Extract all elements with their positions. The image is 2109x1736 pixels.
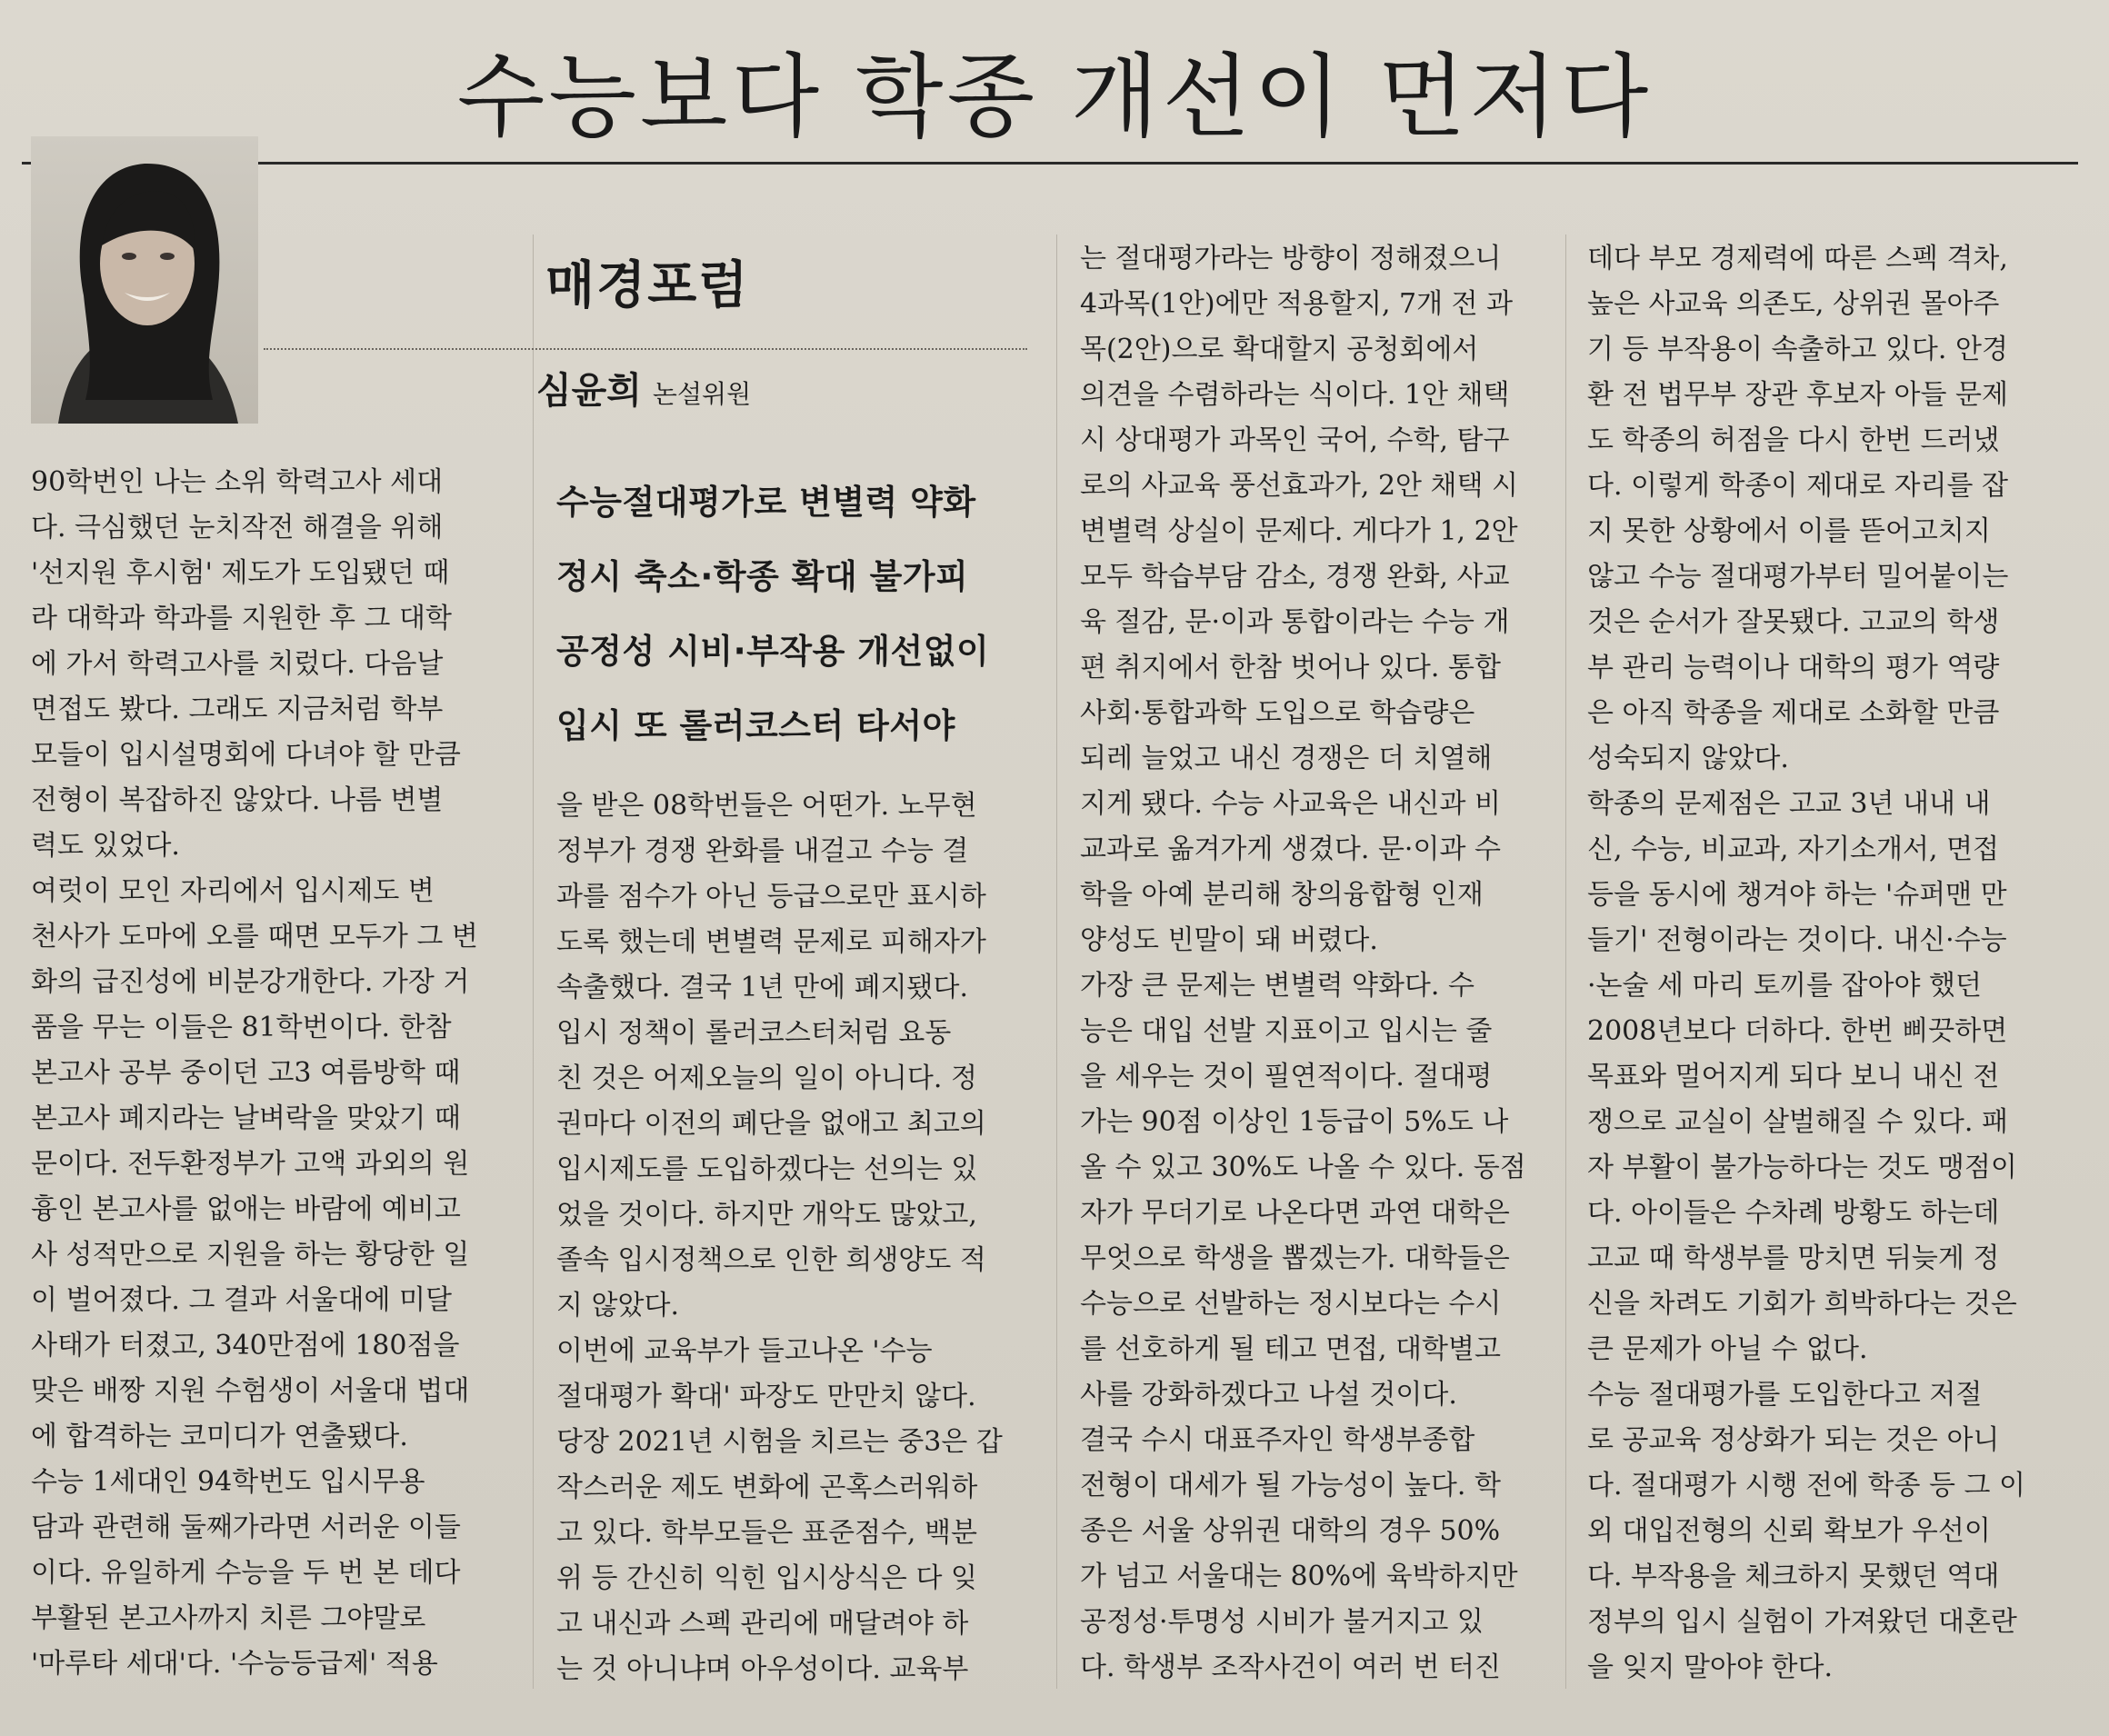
text-line: 을 세우는 것이 필연적이다. 절대평 bbox=[1080, 1061, 1493, 1092]
text-line: 을 잊지 말아야 한다. bbox=[1587, 1651, 1833, 1683]
text-line: 목표와 멀어지게 되다 보니 내신 전 bbox=[1587, 1061, 2000, 1092]
text-line: 전형이 대세가 될 가능성이 높다. 학 bbox=[1080, 1470, 1501, 1502]
text-line: 종은 서울 상위권 대학의 경우 50% bbox=[1080, 1515, 1501, 1547]
text-line: 는 것 아니냐며 아우성이다. 교육부 bbox=[556, 1653, 969, 1685]
text-line: 정부가 경쟁 완화를 내걸고 수능 결 bbox=[556, 835, 969, 867]
text-line: 다. 절대평가 시행 전에 학종 등 그 이 bbox=[1587, 1470, 2026, 1502]
text-line: 수능 절대평가를 도입한다고 저절 bbox=[1587, 1379, 1983, 1411]
text-line: 다. 아이들은 수차례 방황도 하는데 bbox=[1587, 1197, 2000, 1229]
text-line: 모들이 입시설명회에 다녀야 할 만큼 bbox=[31, 739, 461, 771]
text-line: 본고사 공부 중이던 고3 여름방학 때 bbox=[31, 1057, 461, 1089]
text-line: 시 상대평가 과목인 국어, 수학, 탐구 bbox=[1080, 424, 1510, 456]
text-line: 권마다 이전의 폐단을 없애고 최고의 bbox=[556, 1108, 986, 1140]
text-line: 모두 학습부담 감소, 경쟁 완화, 사교 bbox=[1080, 561, 1510, 593]
column-title: 매경포럼 bbox=[545, 256, 750, 315]
text-line: 고 있다. 학부모들은 표준점수, 백분 bbox=[556, 1517, 977, 1549]
text-line: 도록 했는데 변별력 문제로 피해자가 bbox=[556, 926, 986, 958]
text-line: 이번에 교육부가 들고나온 '수능 bbox=[556, 1335, 933, 1367]
text-line: 속출했다. 결국 1년 만에 폐지됐다. bbox=[556, 972, 969, 1003]
text-line: 위 등 간신히 익힌 입시상식은 다 잊 bbox=[556, 1562, 977, 1594]
text-line: 자 부활이 불가능하다는 것도 맹점이 bbox=[1587, 1152, 2017, 1183]
text-line: 자가 무더기로 나온다면 과연 대학은 bbox=[1080, 1197, 1510, 1229]
text-line: 4과목(1안)에만 적용할지, 7개 전 과 bbox=[1080, 288, 1514, 320]
text-line: 않고 수능 절대평가부터 밀어붙이는 bbox=[1587, 561, 2009, 593]
text-line: 가장 큰 문제는 변별력 약화다. 수 bbox=[1080, 970, 1474, 1002]
text-line: 본고사 폐지라는 날벼락을 맞았기 때 bbox=[31, 1102, 461, 1134]
text-line: 다. 극심했던 눈치작전 해결을 위해 bbox=[31, 512, 444, 544]
text-line: 높은 사교육 의존도, 상위권 몰아주 bbox=[1587, 288, 2000, 320]
author-photo bbox=[31, 136, 258, 424]
dotted-rule bbox=[264, 348, 1027, 350]
headline: 수능보다 학종 개선이 먼저다 bbox=[456, 44, 1653, 150]
text-line: 로 공교육 정상화가 되는 것은 아니 bbox=[1587, 1424, 2000, 1456]
text-line: 환 전 법무부 장관 후보자 아들 문제 bbox=[1587, 379, 2008, 411]
text-line: 교과로 옮겨가게 생겼다. 문·이과 수 bbox=[1080, 833, 1501, 865]
text-line: 공정성·투명성 시비가 불거지고 있 bbox=[1080, 1606, 1484, 1638]
text-line: 전형이 복잡하진 않았다. 나름 변별 bbox=[31, 784, 444, 816]
text-line: 졸속 입시정책으로 인한 희생양도 적 bbox=[556, 1244, 986, 1276]
text-line: 은 아직 학종을 제대로 소화할 만큼 bbox=[1587, 697, 2000, 729]
text-line: 과를 점수가 아닌 등급으로만 표시하 bbox=[556, 881, 986, 913]
text-line: ·논술 세 마리 토끼를 잡아야 했던 bbox=[1587, 970, 1982, 1002]
text-line: 사를 강화하겠다고 나설 것이다. bbox=[1080, 1379, 1457, 1411]
subhead-line: 입시 또 롤러코스터 타서야 bbox=[556, 706, 955, 745]
text-line: '선지원 후시험' 제도가 도입됐던 때 bbox=[31, 557, 450, 589]
text-line: 능은 대입 선발 지표이고 입시는 줄 bbox=[1080, 1015, 1493, 1047]
text-line: 당장 2021년 시험을 치르는 중3은 갑 bbox=[556, 1426, 1003, 1458]
text-line: 쟁으로 교실이 살벌해질 수 있다. 패 bbox=[1587, 1106, 2008, 1138]
subhead-line: 수능절대평가로 변별력 약화 bbox=[556, 483, 976, 522]
headline-rule bbox=[22, 162, 2078, 165]
text-line: 지게 됐다. 수능 사교육은 내신과 비 bbox=[1080, 788, 1501, 820]
text-line: 데다 부모 경제력에 따른 스펙 격차, bbox=[1587, 243, 2008, 274]
text-line: 등을 동시에 챙겨야 하는 '슈퍼맨 만 bbox=[1587, 879, 2007, 911]
text-column-4 bbox=[1587, 236, 2096, 1691]
text-line: 큰 문제가 아닐 수 없다. bbox=[1587, 1333, 1868, 1365]
text-line: 에 가서 학력고사를 치렀다. 다음날 bbox=[31, 648, 444, 680]
text-line: 무엇으로 학생을 뽑겠는가. 대학들은 bbox=[1080, 1242, 1510, 1274]
text-line: 여럿이 모인 자리에서 입시제도 변 bbox=[31, 875, 435, 907]
text-column-2 bbox=[556, 783, 1065, 1692]
text-line: 문이다. 전두환정부가 고액 과외의 원 bbox=[31, 1148, 470, 1180]
text-line: 력도 있었다. bbox=[31, 830, 180, 862]
byline bbox=[536, 362, 751, 414]
text-line: 었을 것이다. 하지만 개악도 많았고, bbox=[556, 1199, 977, 1231]
text-line: 고교 때 학생부를 망치면 뒤늦게 정 bbox=[1587, 1242, 2000, 1274]
subheads bbox=[556, 465, 1047, 763]
text-line: 성숙되지 않았다. bbox=[1587, 743, 1789, 774]
text-line: 지 않았다. bbox=[556, 1290, 679, 1322]
text-line: 다. 이렇게 학종이 제대로 자리를 잡 bbox=[1587, 470, 2008, 502]
text-line: 면접도 봤다. 그래도 지금처럼 학부 bbox=[31, 693, 444, 725]
text-line: 신, 수능, 비교과, 자기소개서, 면접 bbox=[1587, 833, 2000, 865]
text-line: 사 성적만으로 지원을 하는 황당한 일 bbox=[31, 1239, 470, 1271]
text-line: '마루타 세대'다. '수능등급제' 적용 bbox=[31, 1648, 438, 1680]
text-line: 들기' 전형이라는 것이다. 내신·수능 bbox=[1587, 924, 2007, 956]
text-line: 품을 무는 이들은 81학번이다. 한참 bbox=[31, 1012, 452, 1043]
text-line: 를 선호하게 될 테고 면접, 대학별고 bbox=[1080, 1333, 1501, 1365]
text-line: 사회·통합과학 도입으로 학습량은 bbox=[1080, 697, 1475, 729]
author-role: 논설위원 bbox=[652, 379, 752, 409]
text-column-3 bbox=[1080, 236, 1589, 1691]
text-line: 담과 관련해 둘째가라면 서러운 이들 bbox=[31, 1512, 461, 1543]
subhead-line: 공정성 시비·부작용 개선없이 bbox=[556, 632, 990, 671]
text-line: 90학번인 나는 소위 학력고사 세대 bbox=[31, 466, 444, 498]
text-line: 화의 급진성에 비분강개한다. 가장 거 bbox=[31, 966, 470, 998]
text-line: 외 대입전형의 신뢰 확보가 우선이 bbox=[1587, 1515, 1991, 1547]
text-line: 것은 순서가 잘못됐다. 고교의 학생 bbox=[1587, 606, 2000, 638]
text-line: 의견을 수렴하라는 식이다. 1안 채택 bbox=[1080, 379, 1510, 411]
text-line: 도 학종의 허점을 다시 한번 드러냈 bbox=[1587, 424, 2000, 456]
text-line: 가는 90점 이상인 1등급이 5%도 나 bbox=[1080, 1106, 1509, 1138]
text-column-1 bbox=[31, 460, 540, 1687]
text-line: 목(2안)으로 확대할지 공청회에서 bbox=[1080, 334, 1479, 365]
text-line: 다. 학생부 조작사건이 여러 번 터진 bbox=[1080, 1651, 1501, 1683]
text-line: 지 못한 상황에서 이를 뜯어고치지 bbox=[1587, 515, 1991, 547]
text-line: 사태가 터졌고, 340만점에 180점을 bbox=[31, 1330, 460, 1362]
text-line: 신을 차려도 기회가 희박하다는 것은 bbox=[1587, 1288, 2017, 1320]
text-line: 학을 아예 분리해 창의융합형 인재 bbox=[1080, 879, 1484, 911]
text-line: 부활된 본고사까지 치른 그야말로 bbox=[31, 1602, 426, 1634]
text-line: 양성도 빈말이 돼 버렸다. bbox=[1080, 924, 1378, 956]
text-line: 정부의 입시 실험이 가져왔던 대혼란 bbox=[1587, 1606, 2017, 1638]
text-line: 을 받은 08학번들은 어떤가. 노무현 bbox=[556, 790, 977, 822]
text-line: 맞은 배짱 지원 수험생이 서울대 법대 bbox=[31, 1375, 470, 1407]
text-line: 이 벌어졌다. 그 결과 서울대에 미달 bbox=[31, 1284, 452, 1316]
text-line: 가 넘고 서울대는 80%에 육박하지만 bbox=[1080, 1561, 1518, 1592]
subhead-line: 정시 축소·학종 확대 불가피 bbox=[556, 557, 969, 596]
text-line: 수능 1세대인 94학번도 입시무용 bbox=[31, 1466, 425, 1498]
text-line: 천사가 도마에 오를 때면 모두가 그 변 bbox=[31, 921, 478, 953]
text-line: 결국 수시 대표주자인 학생부종합 bbox=[1080, 1424, 1475, 1456]
text-line: 올 수 있고 30%도 나올 수 있다. 동점 bbox=[1080, 1152, 1526, 1183]
text-line: 이다. 유일하게 수능을 두 번 본 데다 bbox=[31, 1557, 461, 1589]
text-line: 다. 부작용을 체크하지 못했던 역대 bbox=[1587, 1561, 2000, 1592]
author-name: 심윤희 bbox=[536, 370, 642, 412]
text-line: 에 합격하는 코미디가 연출됐다. bbox=[31, 1421, 408, 1452]
text-line: 편 취지에서 한참 벗어나 있다. 통합 bbox=[1080, 652, 1501, 683]
text-line: 고 내신과 스펙 관리에 매달려야 하 bbox=[556, 1608, 969, 1640]
text-line: 절대평가 확대' 파장도 만만치 않다. bbox=[556, 1381, 976, 1412]
text-line: 변별력 상실이 문제다. 게다가 1, 2안 bbox=[1080, 515, 1518, 547]
text-line: 육 절감, 문·이과 통합이라는 수능 개 bbox=[1080, 606, 1510, 638]
text-line: 흉인 본고사를 없애는 바람에 예비고 bbox=[31, 1193, 461, 1225]
text-line: 친 것은 어제오늘의 일이 아니다. 정 bbox=[556, 1063, 977, 1094]
text-line: 기 등 부작용이 속출하고 있다. 안경 bbox=[1587, 334, 2008, 365]
text-line: 되레 늘었고 내신 경쟁은 더 치열해 bbox=[1080, 743, 1493, 774]
text-line: 는 절대평가라는 방향이 정해졌으니 bbox=[1080, 243, 1502, 274]
text-line: 학종의 문제점은 고교 3년 내내 내 bbox=[1587, 788, 1991, 820]
text-line: 라 대학과 학과를 지원한 후 그 대학 bbox=[31, 603, 452, 634]
text-line: 2008년보다 더하다. 한번 삐끗하면 bbox=[1587, 1015, 2008, 1047]
text-line: 입시제도를 도입하겠다는 선의는 있 bbox=[556, 1153, 978, 1185]
text-line: 부 관리 능력이나 대학의 평가 역량 bbox=[1587, 652, 2000, 683]
text-line: 로의 사교육 풍선효과가, 2안 채택 시 bbox=[1080, 470, 1519, 502]
text-line: 입시 정책이 롤러코스터처럼 요동 bbox=[556, 1017, 952, 1049]
text-line: 수능으로 선발하는 정시보다는 수시 bbox=[1080, 1288, 1502, 1320]
text-line: 작스러운 제도 변화에 곤혹스러워하 bbox=[556, 1472, 978, 1503]
